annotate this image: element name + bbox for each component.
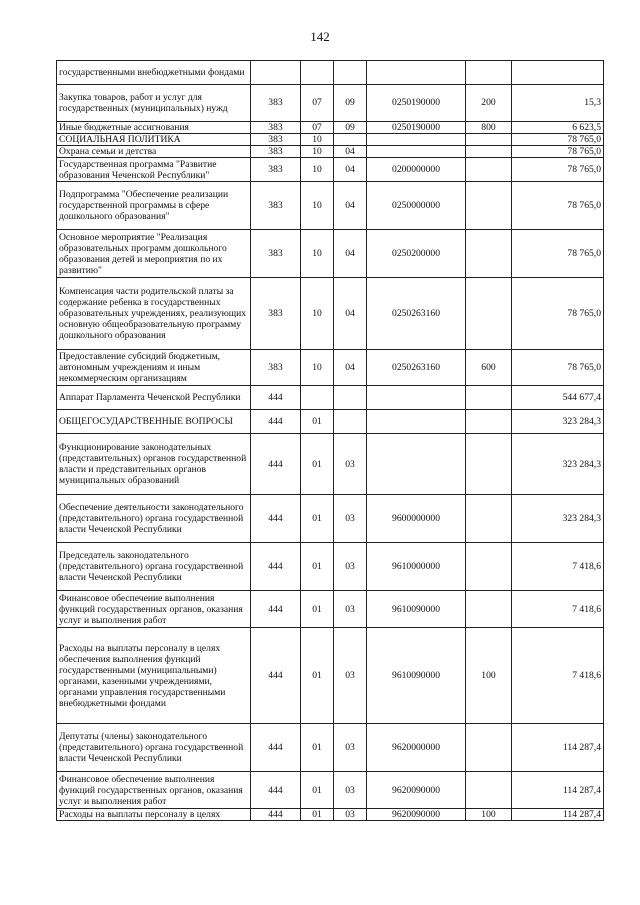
table-row — [57, 410, 604, 434]
amount: 78 765,0 — [512, 278, 604, 350]
expense-type — [466, 724, 512, 772]
expense-type — [466, 182, 512, 230]
budget-table-body — [57, 61, 604, 821]
table-row — [57, 146, 604, 158]
admin-code: 383 — [251, 134, 301, 146]
row-name: Государственная программа "Развитие образования Чеченской Республики" — [57, 158, 251, 182]
table-row — [57, 591, 604, 628]
target-article: 0250190000 — [367, 122, 466, 134]
expense-type — [466, 278, 512, 350]
expense-type — [466, 61, 512, 85]
subsection-code: 03 — [334, 772, 367, 809]
section-code: 07 — [301, 85, 334, 122]
target-article: 9610000000 — [367, 543, 466, 591]
amount: 78 765,0 — [512, 158, 604, 182]
target-article: 9610090000 — [367, 628, 466, 724]
row-name: ОБЩЕГОСУДАРСТВЕННЫЕ ВОПРОСЫ — [57, 410, 251, 434]
subsection-code: 03 — [334, 591, 367, 628]
row-name: Аппарат Парламента Чеченской Республики — [57, 386, 251, 410]
amount: 7 418,6 — [512, 591, 604, 628]
target-article: 0200000000 — [367, 158, 466, 182]
expense-type — [466, 146, 512, 158]
table-row — [57, 386, 604, 410]
row-name: Функционирование законодательных (представительных) органов государственной власти и представительных органов муниципальных образований — [57, 434, 251, 495]
row-name: Закупка товаров, работ и услуг для государственных (муниципальных) нужд — [57, 85, 251, 122]
expense-type — [466, 434, 512, 495]
section-code: 01 — [301, 628, 334, 724]
expense-type — [466, 410, 512, 434]
expense-type — [466, 230, 512, 278]
expense-type: 600 — [466, 350, 512, 386]
expense-type — [466, 543, 512, 591]
subsection-code: 03 — [334, 495, 367, 543]
section-code: 10 — [301, 182, 334, 230]
table-row — [57, 434, 604, 495]
table-row — [57, 809, 604, 821]
amount: 15,3 — [512, 85, 604, 122]
row-name: Основное мероприятие "Реализация образовательных программ дошкольного образования детей и мероприятия по их развитию" — [57, 230, 251, 278]
section-code: 01 — [301, 772, 334, 809]
amount: 78 765,0 — [512, 134, 604, 146]
row-name: Расходы на выплаты персоналу в целях — [57, 809, 251, 821]
amount: 544 677,4 — [512, 386, 604, 410]
admin-code: 444 — [251, 772, 301, 809]
admin-code: 383 — [251, 122, 301, 134]
amount: 78 765,0 — [512, 350, 604, 386]
row-name: Финансовое обеспечение выполнения функций государственных органов, оказания услуг и выполнения работ — [57, 591, 251, 628]
admin-code: 383 — [251, 278, 301, 350]
section-code: 01 — [301, 434, 334, 495]
target-article: 0250263160 — [367, 350, 466, 386]
target-article: 9620090000 — [367, 809, 466, 821]
section-code: 01 — [301, 809, 334, 821]
subsection-code: 04 — [334, 278, 367, 350]
table-row — [57, 628, 604, 724]
admin-code: 383 — [251, 158, 301, 182]
expense-type — [466, 495, 512, 543]
target-article — [367, 134, 466, 146]
amount: 114 287,4 — [512, 772, 604, 809]
target-article: 0250000000 — [367, 182, 466, 230]
target-article: 9610090000 — [367, 591, 466, 628]
table-row — [57, 278, 604, 350]
subsection-code: 04 — [334, 350, 367, 386]
subsection-code: 04 — [334, 230, 367, 278]
subsection-code: 03 — [334, 724, 367, 772]
table-row — [57, 122, 604, 134]
row-name: Расходы на выплаты персоналу в целях обеспечения выполнения функций государственными (муниципальными) органами, казенными учреждениями, органами управления государственными внебюджетными фондами — [57, 628, 251, 724]
subsection-code: 04 — [334, 158, 367, 182]
section-code — [301, 61, 334, 85]
admin-code: 444 — [251, 724, 301, 772]
amount: 114 287,4 — [512, 724, 604, 772]
amount: 78 765,0 — [512, 182, 604, 230]
expense-type — [466, 158, 512, 182]
admin-code: 444 — [251, 410, 301, 434]
admin-code: 444 — [251, 386, 301, 410]
subsection-code: 03 — [334, 543, 367, 591]
amount: 323 284,3 — [512, 495, 604, 543]
row-name: Финансовое обеспечение выполнения функций государственных органов, оказания услуг и выполнения работ — [57, 772, 251, 809]
admin-code: 444 — [251, 434, 301, 495]
table-row — [57, 724, 604, 772]
target-article — [367, 61, 466, 85]
section-code — [301, 386, 334, 410]
target-article: 0250200000 — [367, 230, 466, 278]
amount: 78 765,0 — [512, 230, 604, 278]
subsection-code: 09 — [334, 85, 367, 122]
target-article — [367, 410, 466, 434]
expense-type — [466, 772, 512, 809]
row-name: Предоставление субсидий бюджетным, автономным учреждениям и иным некоммерческим организациям — [57, 350, 251, 386]
expense-type — [466, 386, 512, 410]
row-name: Председатель законодательного (представительного) органа государственной власти Чеченской Республики — [57, 543, 251, 591]
section-code: 01 — [301, 724, 334, 772]
amount: 78 765,0 — [512, 146, 604, 158]
amount: 6 623,5 — [512, 122, 604, 134]
table-row — [57, 543, 604, 591]
target-article — [367, 146, 466, 158]
subsection-code — [334, 61, 367, 85]
table-row — [57, 772, 604, 809]
table-row — [57, 134, 604, 146]
section-code: 10 — [301, 230, 334, 278]
subsection-code — [334, 386, 367, 410]
row-name: СОЦИАЛЬНАЯ ПОЛИТИКА — [57, 134, 251, 146]
amount: 323 284,3 — [512, 410, 604, 434]
amount — [512, 61, 604, 85]
target-article: 9600000000 — [367, 495, 466, 543]
amount: 323 284,3 — [512, 434, 604, 495]
subsection-code: 03 — [334, 809, 367, 821]
admin-code: 444 — [251, 809, 301, 821]
admin-code: 383 — [251, 350, 301, 386]
amount: 7 418,6 — [512, 543, 604, 591]
row-name: Охрана семьи и детства — [57, 146, 251, 158]
budget-table — [56, 60, 604, 821]
admin-code: 444 — [251, 495, 301, 543]
admin-code — [251, 61, 301, 85]
target-article: 9620000000 — [367, 724, 466, 772]
section-code: 10 — [301, 350, 334, 386]
target-article: 0250190000 — [367, 85, 466, 122]
table-row — [57, 230, 604, 278]
admin-code: 444 — [251, 628, 301, 724]
section-code: 10 — [301, 134, 334, 146]
admin-code: 383 — [251, 230, 301, 278]
subsection-code: 04 — [334, 182, 367, 230]
target-article: 9620090000 — [367, 772, 466, 809]
section-code: 10 — [301, 146, 334, 158]
admin-code: 383 — [251, 182, 301, 230]
admin-code: 383 — [251, 146, 301, 158]
admin-code: 444 — [251, 591, 301, 628]
expense-type: 100 — [466, 809, 512, 821]
subsection-code: 04 — [334, 146, 367, 158]
subsection-code — [334, 134, 367, 146]
row-name: Иные бюджетные ассигнования — [57, 122, 251, 134]
table-row — [57, 85, 604, 122]
subsection-code: 03 — [334, 434, 367, 495]
target-article — [367, 386, 466, 410]
section-code: 01 — [301, 591, 334, 628]
expense-type: 100 — [466, 628, 512, 724]
target-article: 0250263160 — [367, 278, 466, 350]
expense-type: 200 — [466, 85, 512, 122]
section-code: 01 — [301, 543, 334, 591]
subsection-code: 09 — [334, 122, 367, 134]
section-code: 10 — [301, 278, 334, 350]
expense-type — [466, 591, 512, 628]
table-row — [57, 158, 604, 182]
page-number: 142 — [310, 29, 330, 44]
table-row — [57, 61, 604, 85]
target-article — [367, 434, 466, 495]
row-name: Депутаты (члены) законодательного (представительного) органа государственной власти Чеченской Республики — [57, 724, 251, 772]
row-name: Обеспечение деятельности законодательного (представительного) органа государственной власти Чеченской Республики — [57, 495, 251, 543]
section-code: 10 — [301, 158, 334, 182]
row-name: Подпрограмма "Обеспечение реализации государственной программы в сфере дошкольного образования" — [57, 182, 251, 230]
amount: 114 287,4 — [512, 809, 604, 821]
admin-code: 383 — [251, 85, 301, 122]
expense-type — [466, 134, 512, 146]
table-row — [57, 350, 604, 386]
table-row — [57, 495, 604, 543]
section-code: 01 — [301, 410, 334, 434]
section-code: 01 — [301, 495, 334, 543]
subsection-code — [334, 410, 367, 434]
admin-code: 444 — [251, 543, 301, 591]
subsection-code: 03 — [334, 628, 367, 724]
row-name: государственными внебюджетными фондами — [57, 61, 251, 85]
expense-type: 800 — [466, 122, 512, 134]
amount: 7 418,6 — [512, 628, 604, 724]
section-code: 07 — [301, 122, 334, 134]
table-row — [57, 182, 604, 230]
row-name: Компенсация части родительской платы за содержание ребенка в государственных образовательных учреждениях, реализующих основную общеобразовательную программу дошкольного образования — [57, 278, 251, 350]
